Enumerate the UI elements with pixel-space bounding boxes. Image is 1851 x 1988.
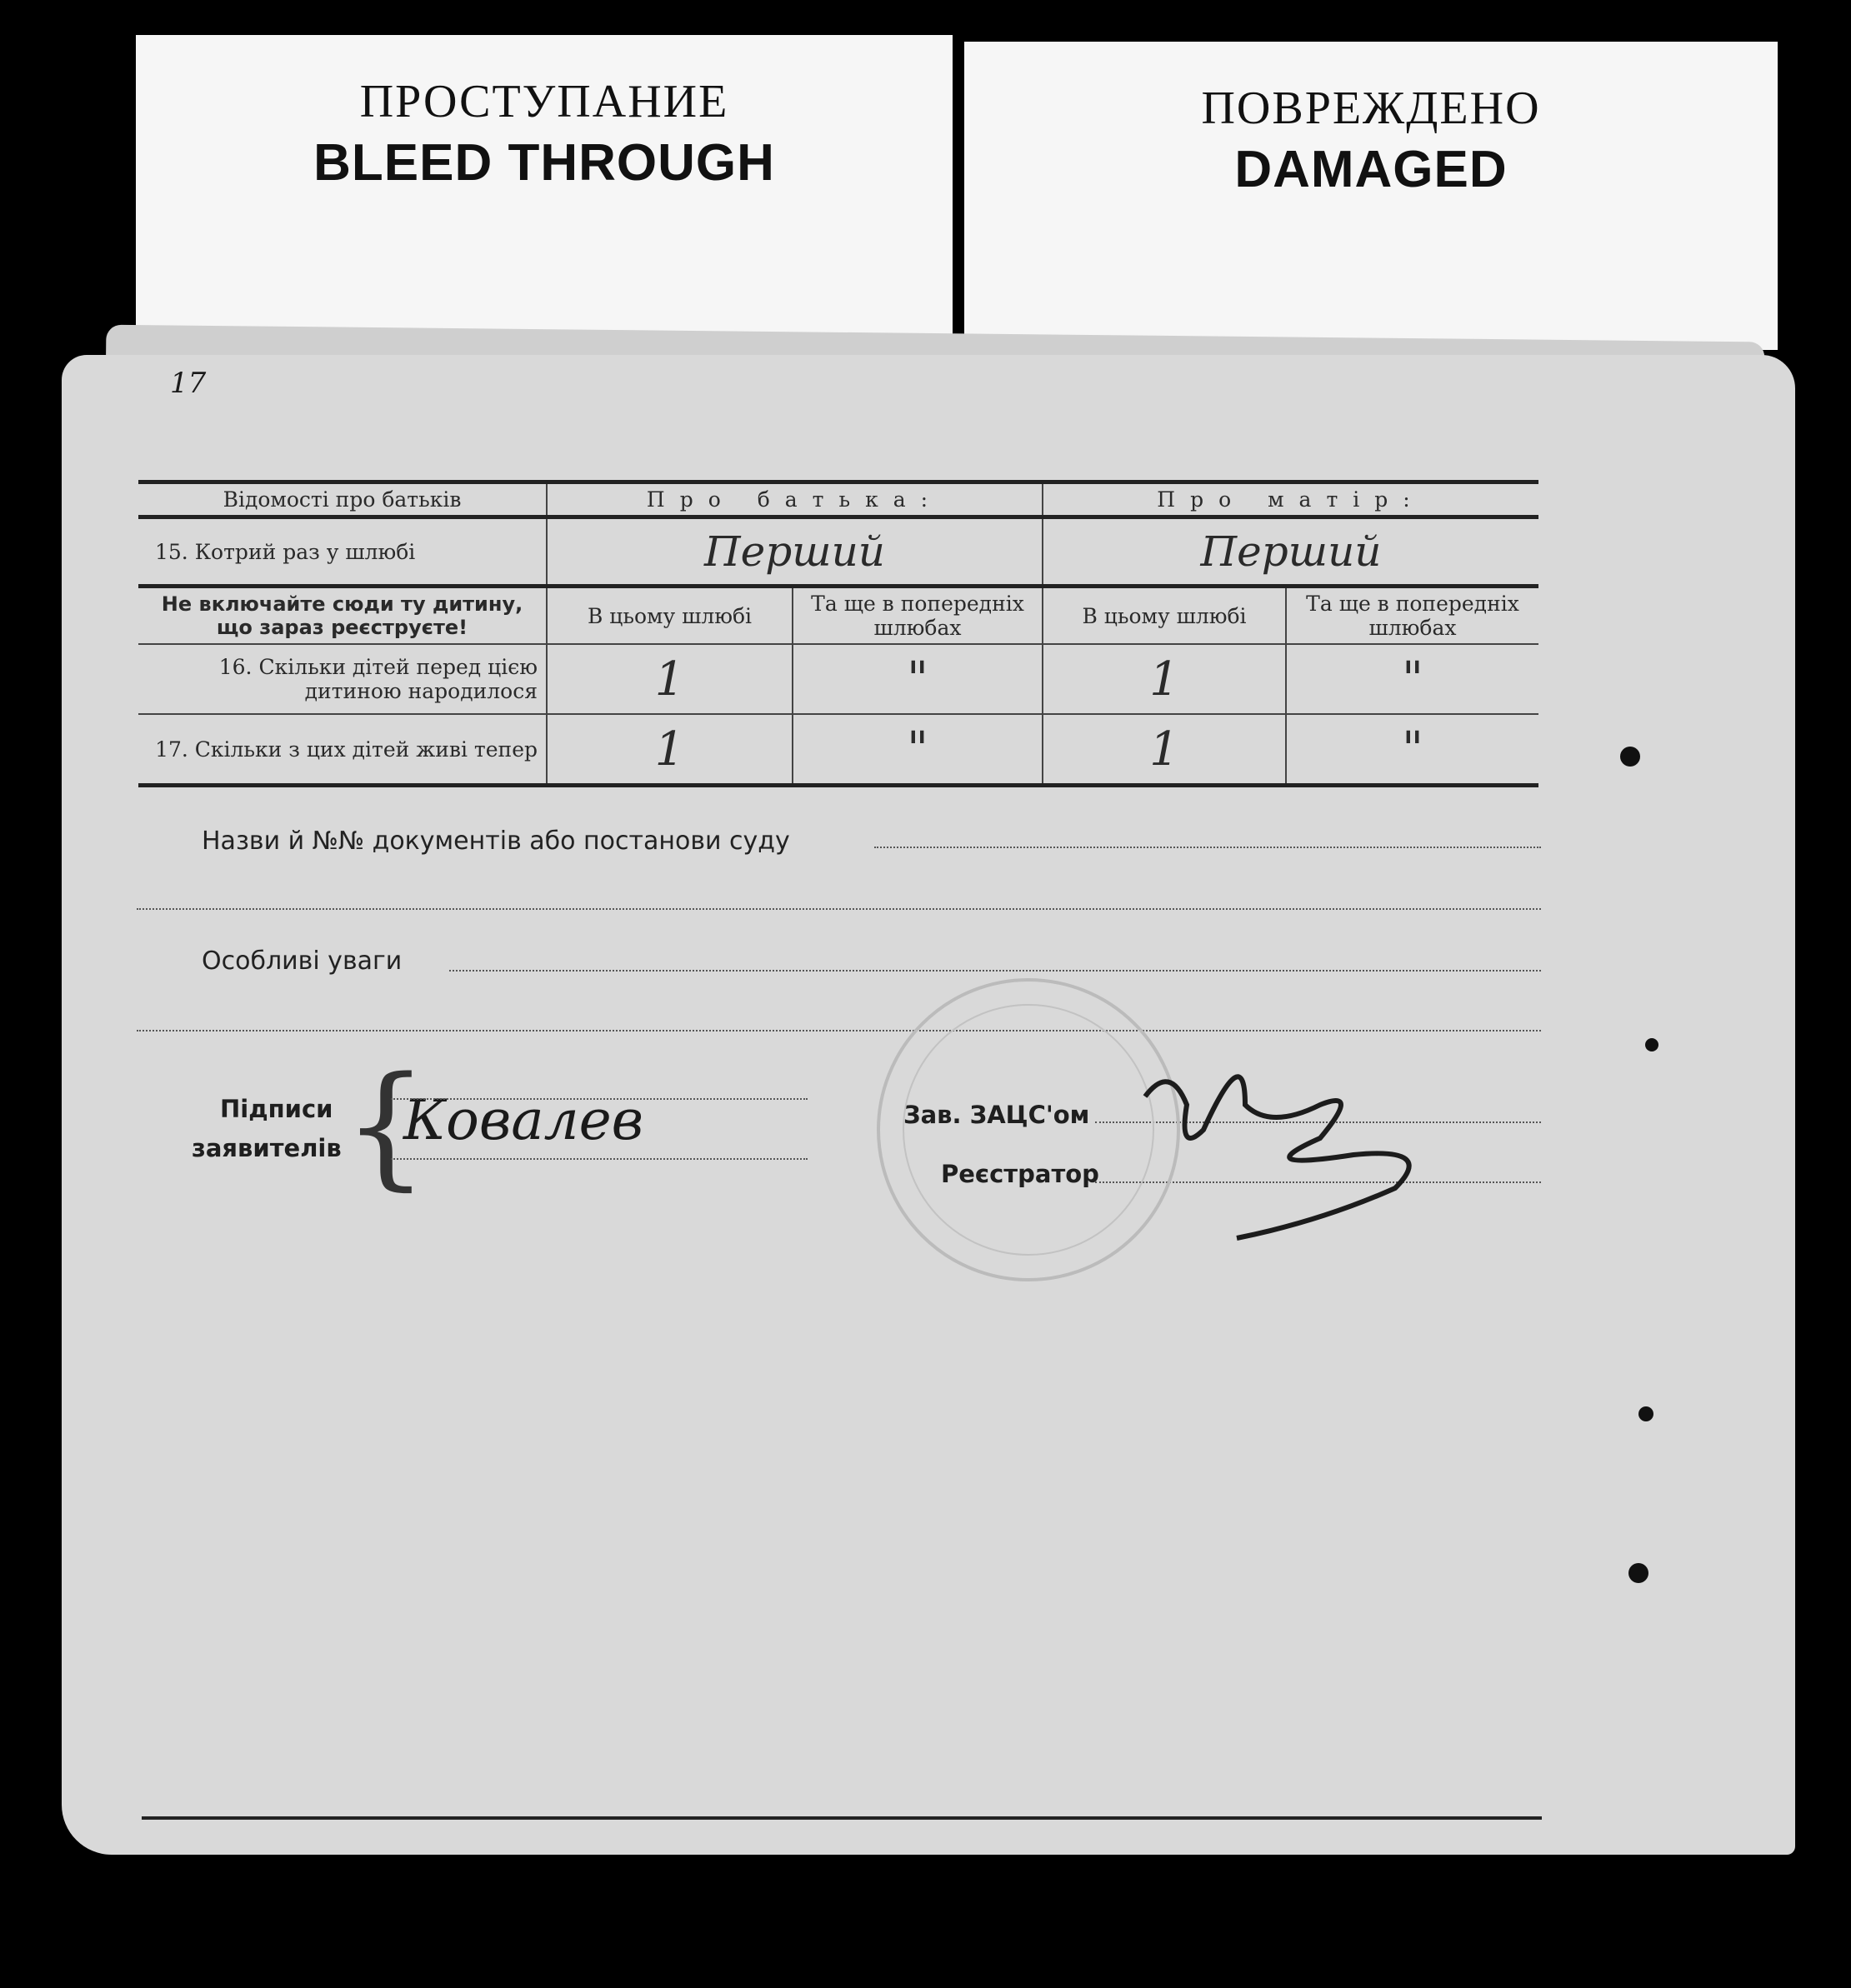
applicant-signature: Ковалев bbox=[403, 1088, 644, 1152]
applicants-label: Підписи bbox=[220, 1095, 333, 1123]
punch-hole bbox=[1645, 1038, 1658, 1051]
header-mother: Про матір: bbox=[1043, 482, 1538, 517]
registrar-signature-scribble bbox=[1145, 1076, 1409, 1238]
row17-value: 1 bbox=[1043, 714, 1286, 786]
card-label-en: DAMAGED bbox=[1234, 141, 1508, 198]
header-label: Відомості про батьків bbox=[138, 482, 547, 517]
card-label-ru: ПОВРЕЖДЕНО bbox=[1201, 82, 1541, 134]
punch-hole bbox=[1628, 1563, 1648, 1583]
stamp-and-signature bbox=[853, 938, 1478, 1288]
punch-hole bbox=[1620, 747, 1640, 767]
bleed-through-card bbox=[136, 35, 953, 352]
row17-value: 1 bbox=[547, 714, 793, 786]
stamp-inner-circle bbox=[903, 1005, 1153, 1255]
card-label-en: BLEED THROUGH bbox=[313, 134, 775, 192]
row16-value: " bbox=[793, 644, 1043, 714]
row15-mother-value: Перший bbox=[1043, 517, 1538, 587]
row16-label: 16. Скільки дітей перед цією дитиною народилося bbox=[138, 644, 547, 714]
subheader-col4: Та ще в попередніх шлюбах bbox=[1286, 587, 1538, 645]
brace: { bbox=[343, 1047, 428, 1203]
documents-label: Назви й №№ документів або постанови суду bbox=[202, 827, 790, 856]
table-subheader-row bbox=[138, 587, 1538, 645]
stamp-circle bbox=[878, 980, 1178, 1280]
subheader-label: Не включайте сюди ту дитину, що зараз реєструєте! bbox=[138, 587, 547, 645]
card-label-ru: ПРОСТУПАНИЕ bbox=[359, 76, 729, 127]
registrar-label: Реєстратор bbox=[941, 1160, 1099, 1188]
punch-hole bbox=[1638, 1406, 1653, 1421]
documents-dotted-line bbox=[874, 847, 1541, 848]
header-father: Про батька: bbox=[547, 482, 1043, 517]
row16-value: 1 bbox=[1043, 644, 1286, 714]
table-header-row bbox=[138, 482, 1538, 517]
signature-dotted-line bbox=[391, 1098, 808, 1100]
table-row-17 bbox=[138, 714, 1538, 786]
table-row-16 bbox=[138, 644, 1538, 714]
row16-value: " bbox=[1286, 644, 1538, 714]
row17-value: " bbox=[1286, 714, 1538, 786]
row17-label: 17. Скільки з цих дітей живі тепер bbox=[138, 714, 547, 786]
applicants-label: заявителів bbox=[192, 1134, 342, 1162]
row15-father-value: Перший bbox=[547, 517, 1043, 587]
row16-value: 1 bbox=[547, 644, 793, 714]
row17-value: " bbox=[793, 714, 1043, 786]
subheader-col2: Та ще в попередніх шлюбах bbox=[793, 587, 1043, 645]
subheader-col1: В цьому шлюбі bbox=[547, 587, 793, 645]
document-page bbox=[62, 355, 1795, 1855]
damaged-card bbox=[964, 42, 1778, 350]
head-label: Зав. ЗАЦС'ом bbox=[903, 1101, 1090, 1129]
parents-info-table bbox=[138, 480, 1538, 787]
signature-dotted-line bbox=[391, 1158, 808, 1160]
subheader-col3: В цьому шлюбі bbox=[1043, 587, 1286, 645]
corner-mark: 17 bbox=[170, 367, 207, 400]
table-row-15 bbox=[138, 517, 1538, 587]
row15-label: 15. Котрий раз у шлюбі bbox=[138, 517, 547, 587]
remarks-label: Особливі уваги bbox=[202, 947, 403, 976]
bottom-rule bbox=[142, 1816, 1542, 1820]
documents-dotted-line bbox=[137, 908, 1541, 910]
